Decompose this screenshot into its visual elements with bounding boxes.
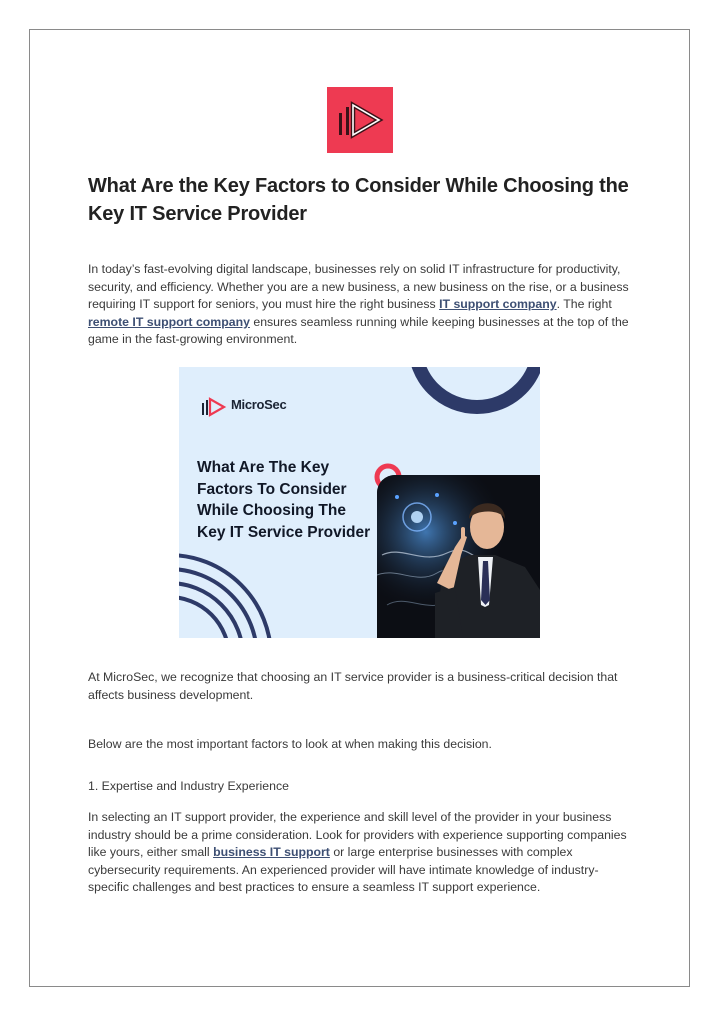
banner-brand-name: MicroSec	[231, 397, 287, 412]
business-it-support-link[interactable]: business IT support	[213, 845, 330, 860]
banner-heading: What Are The Key Factors To Consider While Choosing The Key IT Service Provider	[197, 459, 371, 541]
it-support-company-link[interactable]: IT support company	[439, 297, 557, 312]
section-heading-expertise: 1. Expertise and Industry Experience	[88, 779, 289, 793]
expertise-paragraph: In selecting an IT support provider, the experience and skill level of the provider in your business industry should be a prime consideration. Look for providers with experience supporting companies like yours, either small business IT support or large enterprise businesses with complex cybersecurity requirements. An experienced provider will have intimate knowledge of industry-specific challenges and best practices to ensure a seamless IT support experience.	[88, 810, 627, 895]
factors-lead-paragraph: Below are the most important factors to look at when making this decision.	[88, 737, 492, 751]
businessman-photo	[377, 475, 540, 638]
intro-microsec-paragraph: At MicroSec, we recognize that choosing an IT service provider is a business-critical decision that affects business development.	[88, 670, 618, 702]
banner-logo-icon	[201, 395, 227, 419]
document-title: What Are the Key Factors to Consider While Choosing the Key IT Service Provider	[88, 175, 629, 225]
article-banner-image	[179, 367, 540, 638]
remote-it-support-company-link[interactable]: remote IT support company	[88, 314, 250, 329]
microsec-logo-icon	[327, 87, 393, 153]
intro-paragraph: In today’s fast-evolving digital landscape, businesses rely on solid IT infrastructure for productivity, security, and efficiency. Whether you are a new business, a new business on the rise, or a business requiring IT support for seniors, you must hire the right business IT support company. The right remote IT support company ensures seamless running while keeping businesses at the top of the game in the fast-growing environment.	[88, 262, 629, 347]
